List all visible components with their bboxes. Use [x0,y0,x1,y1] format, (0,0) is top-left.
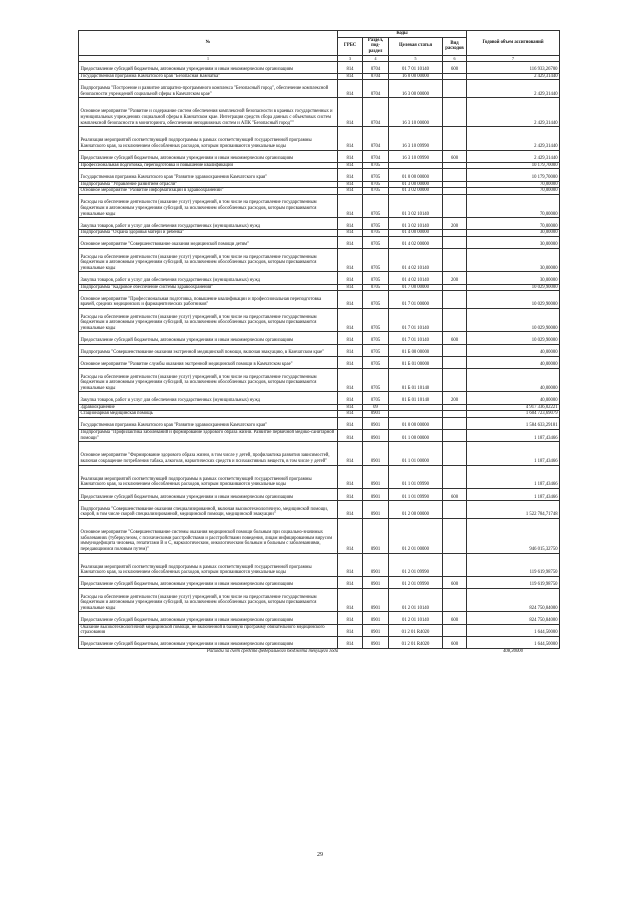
row-grbs: 814 [338,272,363,284]
row-razdel: 0705 [363,194,389,217]
row-grbs: 814 [338,553,363,576]
row-expense-type [443,194,467,217]
row-target-article: 01 2 01 R4020 [389,636,443,648]
row-razdel: 0705 [363,218,389,230]
row-target-article [389,162,443,169]
row-razdel: 0704 [363,127,389,150]
row-grbs: 814 [338,332,363,344]
row-name: Основное мероприятие "Развитие информатизации в здравоохранении" [79,188,338,195]
row-target-article: 01 4 00 00000 [389,230,443,237]
row-expense-type [443,369,467,392]
row-amount: 2 429,31440 [467,80,560,98]
row-amount: 40,00000 [467,356,560,368]
row-grbs: 814 [338,356,363,368]
row-grbs: 814 [338,169,363,181]
row-target-article: 01 7 01 10140 [389,309,443,332]
row-target-article: 16 3 00 00000 [389,80,443,98]
row-razdel: 0704 [363,80,389,98]
row-grbs: 814 [338,309,363,332]
row-amount: 1 584 633,29181 [467,417,560,429]
row-name: Подпрограмма "Построение и развитие аппаратно-программного комплекса "Безопасный город", обеспечение комплексной безопасности учреждений социальной сферы в Камчатском крае" [79,80,338,98]
row-razdel: 0901 [363,624,389,636]
row-name: Основное мероприятие "Формирование здорового образа жизни, в том числе у детей, профилактика развития зависимостей, включая сокращение потребления табака, алкоголя, наркотических средств и психоактивных веществ, в том числе у детей" [79,442,338,465]
row-grbs: 814 [338,612,363,624]
footnote-text: Расходы за счет средств федерального бюджета текущего года [79,649,467,655]
table-row [79,612,560,624]
row-name: Основное мероприятие "Развитие службы оказания экстренной медицинской помощи в Камчатском крае" [79,356,338,368]
row-expense-type [443,249,467,272]
row-name: Предоставление субсидий бюджетным, автономным учреждениям и иным некоммерческим организациям [79,488,338,500]
row-name: Закупка товаров, работ и услуг для обеспечения государственных (муниципальных) нужд [79,392,338,404]
row-amount: 10 179,70000 [467,169,560,181]
row-razdel: 0705 [363,291,389,309]
row-expense-type [443,291,467,309]
row-amount: 946 015,32750 [467,518,560,553]
row-amount: 40,00000 [467,392,560,404]
row-target-article: 01 4 02 10140 [389,249,443,272]
row-grbs: 814 [338,291,363,309]
row-grbs: 814 [338,236,363,248]
row-razdel: 0705 [363,230,389,237]
row-expense-type [443,284,467,291]
row-grbs: 814 [338,194,363,217]
row-razdel: 0901 [363,501,389,519]
row-grbs: 814 [338,80,363,98]
table-row [79,236,560,248]
row-grbs: 814 [338,181,363,188]
row-amount: 1 187,43466 [467,465,560,488]
row-amount: 116 933,26700 [467,61,560,73]
table-row [79,411,560,418]
row-razdel: 0901 [363,488,389,500]
row-expense-type [443,518,467,553]
table-row [79,636,560,648]
row-target-article: 01 7 01 10140 [389,332,443,344]
row-grbs: 814 [338,73,363,80]
table-row [79,501,560,519]
row-target-article: 01 Б 01 10140 [389,369,443,392]
row-grbs: 814 [338,392,363,404]
idx-cell: 5 [389,55,443,61]
row-grbs: 814 [338,488,363,500]
row-name: Государственная программа Камчатского края "Развитие здравоохранения Камчатского края" [79,169,338,181]
row-razdel: 0705 [363,249,389,272]
row-expense-type [443,169,467,181]
table-row [79,488,560,500]
row-expense-type [443,230,467,237]
header-cs: Целевая статья [389,37,443,55]
row-amount: 30,00000 [467,230,560,237]
row-target-article: 01 2 01 10140 [389,589,443,612]
row-expense-type: 600 [443,636,467,648]
row-razdel: 0704 [363,98,389,127]
row-expense-type: 200 [443,272,467,284]
row-target-article: 01 Б 00 00000 [389,344,443,356]
row-grbs: 814 [338,417,363,429]
table-row [79,429,560,441]
row-target-article: 01 2 01 09990 [389,553,443,576]
row-name: Подпрограмма "Совершенствование оказания специализированной, включая высокотехнологичную, медицинской помощи, скорой, в том числе скорой специализированной, медицинской помощи, медицинской эвакуации" [79,501,338,519]
row-razdel: 0705 [363,369,389,392]
row-expense-type: 600 [443,61,467,73]
row-name: Реализация мероприятий соответствующей подпрограммы в рамках соответствующей государственной программы Камчатского края, за исключением обособленных расходов, которым присваиваются уникальные коды [79,553,338,576]
row-target-article: 01 1 01 09990 [389,465,443,488]
row-amount: 1 644,50000 [467,636,560,648]
row-razdel: 0901 [363,518,389,553]
row-amount: 30,00000 [467,236,560,248]
row-expense-type [443,429,467,441]
table-row [79,291,560,309]
row-amount: 119 619,98750 [467,553,560,576]
row-name: Расходы на обеспечение деятельности (оказание услуг) учреждений, в том числе на предоставление государственным бюджетным и автономным учреждениям субсидий, за исключением обособленных расходов, которым присваиваются уникальные коды [79,309,338,332]
row-name: Государственная программа Камчатского края "Развитие здравоохранения Камчатского края" [79,417,338,429]
row-name: Расходы на обеспечение деятельности (оказание услуг) учреждений, в том числе на предоставление государственным бюджетным и автономным учреждениям субсидий, за исключением обособленных расходов, которым присваиваются уникальные коды [79,249,338,272]
row-razdel: 0901 [363,576,389,588]
row-amount: 10 029,90000 [467,284,560,291]
row-target-article: 16 0 00 00000 [389,73,443,80]
table-row [79,518,560,553]
row-amount: 30,00000 [467,272,560,284]
header-num: № [79,31,338,56]
table-row [79,465,560,488]
table-row [79,589,560,612]
table-row [79,61,560,73]
row-expense-type [443,501,467,519]
row-name: Основное мероприятие "Профессиональная подготовка, повышение квалификации и профессиональная переподготовка врачей, средних медицинских и фармацевтических работников" [79,291,338,309]
row-name: Подпрограмма "Профилактика заболеваний и формирование здорового образа жизни. Развитие первичной медико-санитарной помощи" [79,429,338,441]
row-amount: 2 429,31440 [467,150,560,162]
row-target-article: 01 3 02 10140 [389,218,443,230]
row-amount: 10 029,90000 [467,309,560,332]
row-expense-type [443,624,467,636]
row-grbs: 814 [338,188,363,195]
row-expense-type: 600 [443,612,467,624]
row-razdel: 0901 [363,636,389,648]
row-razdel: 0705 [363,284,389,291]
row-amount: 70,00000 [467,188,560,195]
header-sum: Годовой объем ассигнований [467,31,560,56]
table-row [79,356,560,368]
row-grbs: 814 [338,249,363,272]
row-expense-type [443,127,467,150]
row-expense-type: 600 [443,150,467,162]
row-name: Закупка товаров, работ и услуг для обеспечения государственных (муниципальных) нужд [79,272,338,284]
row-name: Подпрограмма "Кадровое обеспечение системы здравоохранения" [79,284,338,291]
row-razdel: 0901 [363,429,389,441]
row-razdel: 0705 [363,188,389,195]
row-grbs: 814 [338,465,363,488]
row-name: Предоставление субсидий бюджетным, автономным учреждениям и иным некоммерческим организациям [79,61,338,73]
row-expense-type [443,236,467,248]
row-expense-type [443,465,467,488]
row-name: Закупка товаров, работ и услуг для обеспечения государственных (муниципальных) нужд [79,218,338,230]
row-expense-type [443,98,467,127]
row-name: Подпрограмма "Управление развитием отрасли" [79,181,338,188]
row-expense-type [443,356,467,368]
row-razdel: 0705 [363,309,389,332]
row-amount: 824 750,84000 [467,589,560,612]
row-name: Основное мероприятие "Совершенствование оказания медицинской помощи детям" [79,236,338,248]
table-row [79,576,560,588]
row-target-article: 16 3 10 09990 [389,127,443,150]
row-expense-type [443,344,467,356]
row-amount: 4 917 336,02221 [467,404,560,411]
row-name: Основное мероприятие "Совершенствование системы оказания медицинской помощи больным при социально-значимых заболеваниях (туберкулезом, с психическими расстройствами и расстройствами поведения, лицам инфицированным вирусом иммунодефицита человека, гепатитами В и С, наркологическим, онкологическим больным и больным с заболеваниями, передающимися половым путем)" [79,518,338,553]
row-grbs: 814 [338,284,363,291]
row-amount: 824 750,84000 [467,612,560,624]
row-name: Расходы на обеспечение деятельности (оказание услуг) учреждений, в том числе на предоставление государственным бюджетным и автономным учреждениям субсидий, за исключением обособленных расходов, которым присваиваются уникальные коды [79,369,338,392]
idx-cell: 7 [467,55,560,61]
row-grbs: 814 [338,162,363,169]
row-target-article: 01 3 00 00000 [389,181,443,188]
row-grbs: 814 [338,624,363,636]
row-grbs: 814 [338,411,363,418]
row-name: Подпрограмма "Совершенствование оказания экстренной медицинской помощи, включая эвакуацию, в Камчатском крае" [79,344,338,356]
row-target-article: 01 7 00 00000 [389,284,443,291]
row-grbs: 814 [338,61,363,73]
table-row [79,218,560,230]
row-amount: 70,00000 [467,218,560,230]
row-name: Реализация мероприятий соответствующей подпрограммы в рамках соответствующей государственной программы Камчатского края, за исключением обособленных расходов, которым присваиваются уникальные коды [79,127,338,150]
header-vr: Вид расходов [443,37,467,55]
row-target-article: 01 3 02 00000 [389,188,443,195]
table-body [79,61,560,648]
table-row [79,98,560,127]
row-target-article: 01 1 01 00000 [389,442,443,465]
row-razdel: 0704 [363,61,389,73]
row-grbs: 814 [338,344,363,356]
table-row [79,162,560,169]
row-name: Предоставление субсидий бюджетным, автономным учреждениям и иным некоммерческим организациям [79,332,338,344]
row-grbs: 814 [338,404,363,411]
row-target-article: 01 1 01 09990 [389,488,443,500]
header-grbs: ГРБС [338,37,363,55]
row-grbs: 814 [338,98,363,127]
table-row [79,80,560,98]
row-expense-type [443,188,467,195]
table-row [79,188,560,195]
row-expense-type [443,411,467,418]
row-razdel: 0705 [363,236,389,248]
budget-table [78,30,560,655]
row-grbs: 814 [338,230,363,237]
budget-sheet [78,30,559,655]
row-target-article: 01 7 01 00000 [389,291,443,309]
row-razdel: 0705 [363,356,389,368]
row-expense-type: 200 [443,392,467,404]
row-target-article: 01 Б 01 00000 [389,356,443,368]
row-razdel: 0705 [363,162,389,169]
row-expense-type [443,80,467,98]
row-expense-type [443,309,467,332]
row-amount: 119 619,98750 [467,576,560,588]
row-expense-type: 200 [443,218,467,230]
row-target-article: 01 2 01 09990 [389,576,443,588]
idx-cell: 3 [338,55,363,61]
row-razdel: 0704 [363,150,389,162]
row-amount: 10 029,90000 [467,332,560,344]
row-razdel: 0901 [363,465,389,488]
table-row [79,392,560,404]
row-amount: 70,00000 [467,194,560,217]
row-grbs: 814 [338,589,363,612]
row-name: Предоставление субсидий бюджетным, автономным учреждениям и иным некоммерческим организациям [79,636,338,648]
row-name: Расходы на обеспечение деятельности (оказание услуг) учреждений, в том числе на предоставление государственным бюджетным и автономным учреждениям субсидий, за исключением обособленных расходов, которым присваиваются уникальные коды [79,194,338,217]
row-target-article: 16 3 10 00000 [389,98,443,127]
table-row [79,194,560,217]
footnote-sum: 408,30000 [467,649,560,655]
row-name: Предоставление субсидий бюджетным, автономным учреждениям и иным некоммерческим организациям [79,612,338,624]
row-target-article: 01 3 02 10140 [389,194,443,217]
row-amount: 10 179,70000 [467,162,560,169]
row-expense-type [443,73,467,80]
row-expense-type: 600 [443,332,467,344]
table-row [79,73,560,80]
table-row [79,249,560,272]
idx-cell: 4 [363,55,389,61]
row-expense-type [443,417,467,429]
row-name: Здравоохранение [79,404,338,411]
row-razdel: 0705 [363,344,389,356]
row-name: Предоставление субсидий бюджетным, автономным учреждениям и иным некоммерческим организациям [79,576,338,588]
row-razdel: 0705 [363,169,389,181]
row-razdel: 0901 [363,411,389,418]
table-row [79,309,560,332]
table-row [79,417,560,429]
row-grbs: 814 [338,218,363,230]
table-row [79,127,560,150]
row-amount: 10 029,90000 [467,291,560,309]
row-amount: 40,00000 [467,344,560,356]
row-expense-type [443,181,467,188]
row-razdel: 09 [363,404,389,411]
row-amount: 2 429,31440 [467,127,560,150]
row-grbs: 814 [338,636,363,648]
row-expense-type [443,553,467,576]
table-row [79,230,560,237]
row-grbs: 814 [338,150,363,162]
row-target-article: 01 2 01 00000 [389,518,443,553]
row-name: Государственная программа Камчатского края "Безопасная Камчатка" [79,73,338,80]
row-grbs: 814 [338,576,363,588]
footnote-row [79,649,560,655]
row-razdel: 0901 [363,442,389,465]
row-name: Стационарная медицинская помощь [79,411,338,418]
row-razdel: 0705 [363,392,389,404]
row-name: Оказание высокотехнологичной медицинской помощи, не включенной в базовую программу обязательного медицинского страхования [79,624,338,636]
row-name: Предоставление субсидий бюджетным, автономным учреждениям и иным некоммерческим организациям [79,150,338,162]
row-name: Профессиональная подготовка, переподготовка и повышение квалификации [79,162,338,169]
table-row [79,284,560,291]
row-target-article [389,411,443,418]
row-amount: 70,00000 [467,181,560,188]
row-grbs: 814 [338,442,363,465]
row-amount: 2 429,31440 [467,73,560,80]
idx-cell: 6 [443,55,467,61]
row-razdel: 0705 [363,181,389,188]
row-target-article: 16 3 10 09990 [389,150,443,162]
row-amount: 2 429,31440 [467,98,560,127]
table-row [79,150,560,162]
header-codes: Коды [338,31,467,38]
table-row [79,344,560,356]
row-name: Подпрограмма "Охрана здоровья матери и ребенка" [79,230,338,237]
row-amount: 1 604 723,69079 [467,411,560,418]
row-target-article: 01 7 01 10140 [389,61,443,73]
row-grbs: 814 [338,127,363,150]
table-row [79,181,560,188]
header-razdel: Раздел, под-раздел [363,37,389,55]
row-target-article: 01 2 01 10140 [389,612,443,624]
row-target-article: 01 4 02 10140 [389,272,443,284]
table-row [79,369,560,392]
row-razdel: 0901 [363,417,389,429]
row-expense-type [443,404,467,411]
row-target-article: 01 2 01 R4020 [389,624,443,636]
table-row [79,332,560,344]
row-target-article: 01 1 00 00000 [389,429,443,441]
row-amount: 40,00000 [467,369,560,392]
table-row [79,624,560,636]
table-row [79,404,560,411]
row-name: Расходы на обеспечение деятельности (оказание услуг) учреждений, в том числе на предоставление государственным бюджетным и автономным учреждениям субсидий, за исключением обособленных расходов, которым присваиваются уникальные коды [79,589,338,612]
table-row [79,272,560,284]
table-row [79,553,560,576]
row-amount: 1 644,50000 [467,624,560,636]
row-name: Реализация мероприятий соответствующей подпрограммы в рамках соответствующей государственной программы Камчатского края, за исключением обособленных расходов, которым присваиваются уникальные коды [79,465,338,488]
row-amount: 1 187,43466 [467,488,560,500]
row-amount: 30,00000 [467,249,560,272]
row-razdel: 0901 [363,553,389,576]
idx-cell: 1 [79,55,338,61]
row-name: Основное мероприятие "Развитие и содержание систем обеспечения комплексной безопасности в краевых государственных и муниципальных учреждениях социальной сферы в Камчатском крае. Интеграция средств сбора данных с объектовых систем комплексной безопасности в мониторинга, обеспечения неподвижных систем и АПК "Безопасный город"" [79,98,338,127]
table-row [79,169,560,181]
row-grbs: 814 [338,501,363,519]
row-razdel: 0705 [363,332,389,344]
row-target-article: 01 2 00 00000 [389,501,443,519]
row-amount: 1 187,43466 [467,429,560,441]
row-expense-type [443,589,467,612]
row-grbs: 814 [338,518,363,553]
row-amount: 1 187,43466 [467,442,560,465]
row-target-article [389,404,443,411]
row-razdel: 0901 [363,612,389,624]
row-expense-type [443,442,467,465]
row-expense-type: 600 [443,576,467,588]
row-amount: 1 522 784,71748 [467,501,560,519]
row-expense-type: 600 [443,488,467,500]
row-target-article: 01 0 00 00000 [389,417,443,429]
row-target-article: 01 Б 01 10140 [389,392,443,404]
row-target-article: 01 4 02 00000 [389,236,443,248]
row-target-article: 01 0 00 00000 [389,169,443,181]
row-grbs: 814 [338,429,363,441]
row-razdel: 0705 [363,272,389,284]
row-expense-type [443,162,467,169]
row-razdel: 0704 [363,73,389,80]
page-number: 29 [317,852,323,858]
row-grbs: 814 [338,369,363,392]
row-razdel: 0901 [363,589,389,612]
table-row [79,442,560,465]
